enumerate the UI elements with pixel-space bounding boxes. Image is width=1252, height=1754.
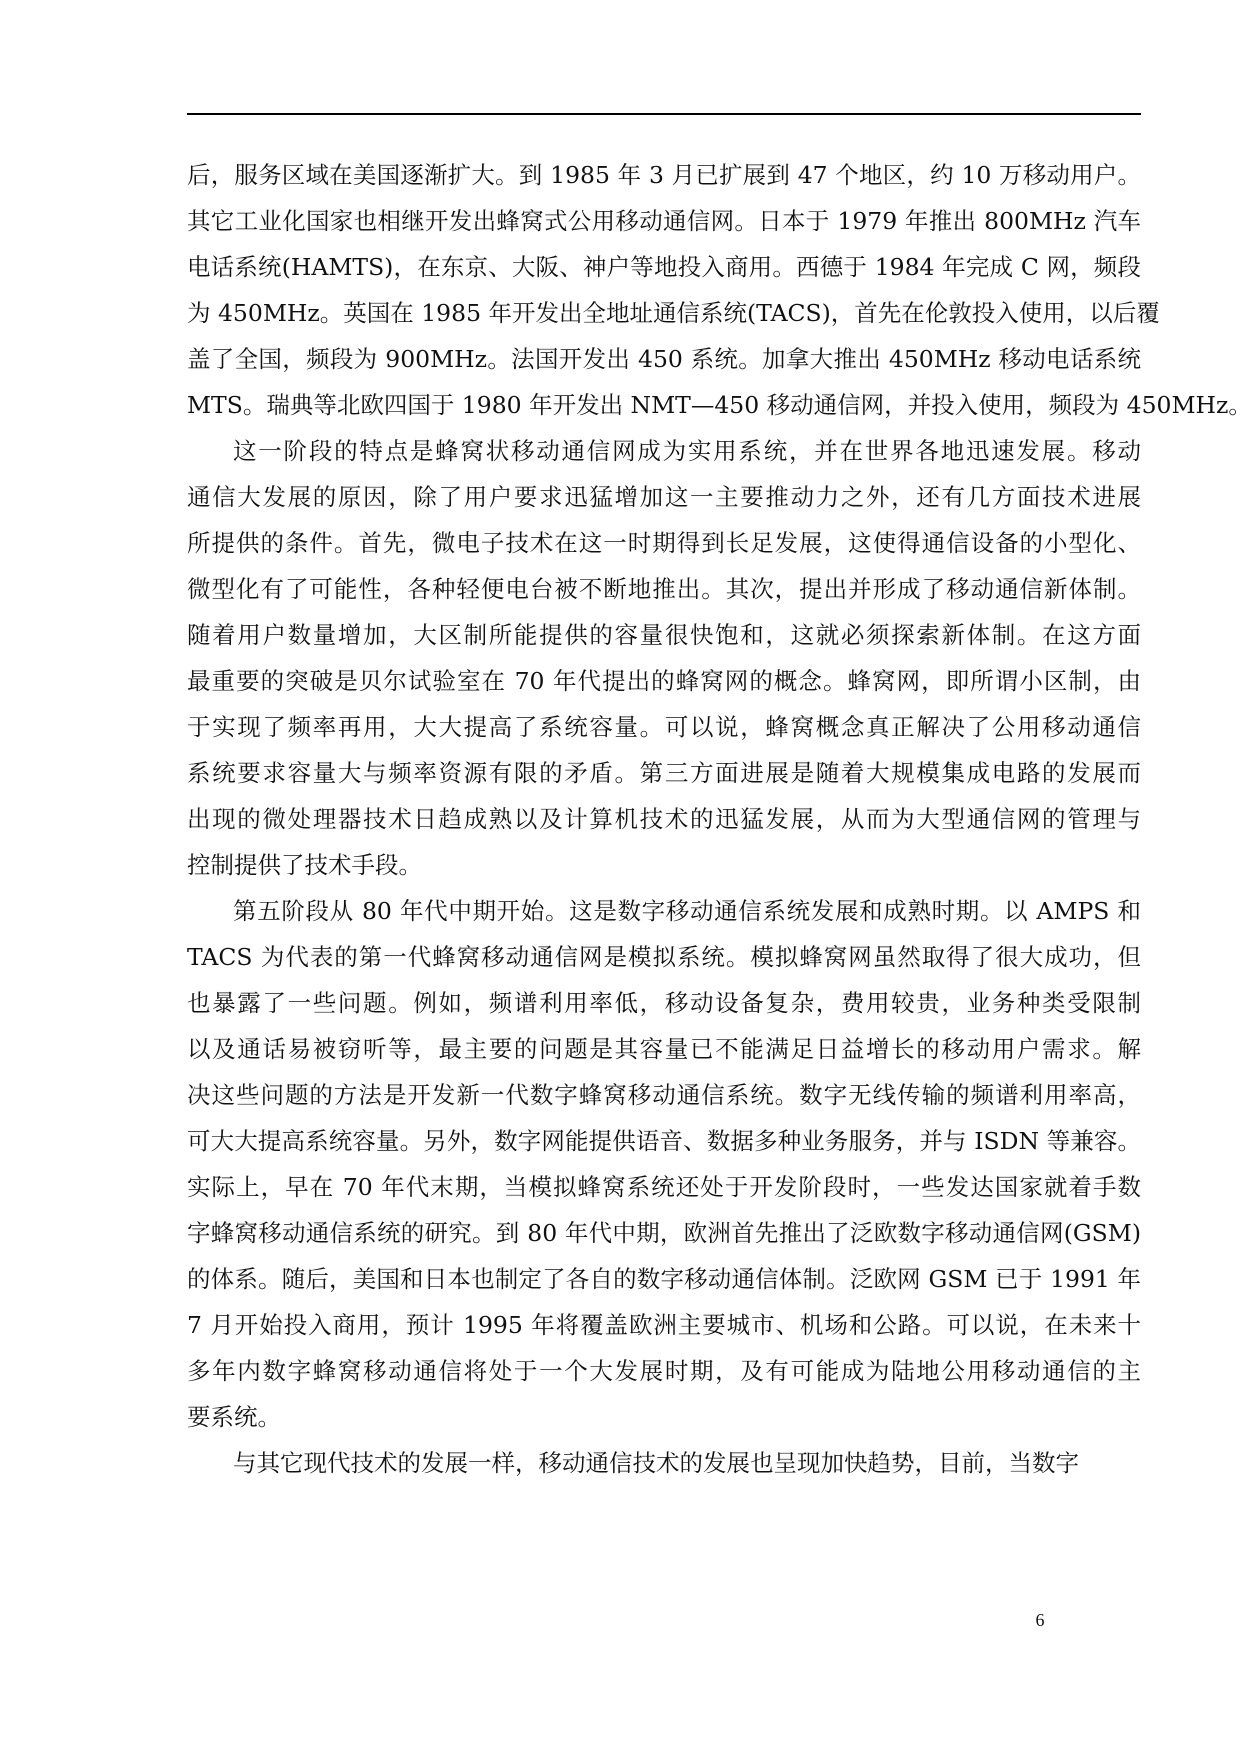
text-line: 决这些问题的方法是开发新一代数字蜂窝移动通信系统。数字无线传输的频谱利用率高，: [187, 1081, 1141, 1109]
text-line: 要系统。: [187, 1403, 281, 1431]
text-line: 实际上，早在 70 年代末期，当模拟蜂窝系统还处于开发阶段时，一些发达国家就着手数: [187, 1173, 1141, 1201]
text-line: 其它工业化国家也相继开发出蜂窝式公用移动通信网。日本于 1979 年推出 800MHz 汽车: [187, 207, 1141, 235]
text-line: 电话系统(HAMTS)，在东京、大阪、神户等地投入商用。西德于 1984 年完成 C 网，频段: [187, 253, 1141, 281]
header-rule: [187, 113, 1141, 115]
paragraph-first-line: 与其它现代技术的发展一样，移动通信技术的发展也呈现加快趋势，目前，当数字: [233, 1449, 1079, 1477]
paragraph-first-line: 第五阶段从 80 年代中期开始。这是数字移动通信系统发展和成熟时期。以 AMPS 和: [233, 897, 1141, 925]
text-line: 出现的微处理器技术日趋成熟以及计算机技术的迅猛发展，从而为大型通信网的管理与: [187, 805, 1141, 833]
text-line: TACS 为代表的第一代蜂窝移动通信网是模拟系统。模拟蜂窝网虽然取得了很大成功，但: [187, 943, 1141, 971]
text-line: 的体系。随后，美国和日本也制定了各自的数字移动通信体制。泛欧网 GSM 已于 1991 年: [187, 1265, 1141, 1293]
text-line: 所提供的条件。首先，微电子技术在这一时期得到长足发展，这使得通信设备的小型化、: [187, 529, 1141, 557]
text-line: 7 月开始投入商用，预计 1995 年将覆盖欧洲主要城市、机场和公路。可以说，在未来十: [187, 1311, 1141, 1339]
text-line: 盖了全国，频段为 900MHz。法国开发出 450 系统。加拿大推出 450MHz 移动电话系统: [187, 345, 1141, 373]
text-line: 最重要的突破是贝尔试验室在 70 年代提出的蜂窝网的概念。蜂窝网，即所谓小区制，由: [187, 667, 1141, 695]
paragraph-first-line: 这一阶段的特点是蜂窝状移动通信网成为实用系统，并在世界各地迅速发展。移动: [233, 437, 1141, 465]
text-line: 字蜂窝移动通信系统的研究。到 80 年代中期，欧洲首先推出了泛欧数字移动通信网(GSM): [187, 1219, 1141, 1247]
text-line: 以及通话易被窃听等，最主要的问题是其容量已不能满足日益增长的移动用户需求。解: [187, 1035, 1141, 1063]
text-line: 后，服务区域在美国逐渐扩大。到 1985 年 3 月已扩展到 47 个地区，约 10 万移动用户。: [187, 161, 1141, 189]
text-line: 于实现了频率再用，大大提高了系统容量。可以说，蜂窝概念真正解决了公用移动通信: [187, 713, 1141, 741]
text-line: 通信大发展的原因，除了用户要求迅猛增加这一主要推动力之外，还有几方面技术进展: [187, 483, 1141, 511]
text-line: 为 450MHz。英国在 1985 年开发出全地址通信系统(TACS)，首先在伦敦投入使用，以后覆: [187, 299, 1160, 327]
text-line: 多年内数字蜂窝移动通信将处于一个大发展时期，及有可能成为陆地公用移动通信的主: [187, 1357, 1141, 1385]
text-line: 微型化有了可能性，各种轻便电台被不断地推出。其次，提出并形成了移动通信新体制。: [187, 575, 1141, 603]
text-line: 系统要求容量大与频率资源有限的矛盾。第三方面进展是随着大规模集成电路的发展而: [187, 759, 1141, 787]
text-line: 也暴露了一些问题。例如，频谱利用率低，移动设备复杂，费用较贵，业务种类受限制: [187, 989, 1141, 1017]
text-line: MTS。瑞典等北欧四国于 1980 年开发出 NMT—450 移动通信网，并投入使用，频段为 450MHz。: [187, 391, 1252, 419]
text-line: 随着用户数量增加，大区制所能提供的容量很快饱和，这就必须探索新体制。在这方面: [187, 621, 1141, 649]
page-number: 6: [1035, 1610, 1045, 1630]
text-line: 可大大提高系统容量。另外，数字网能提供语音、数据多种业务服务，并与 ISDN 等兼容。: [187, 1127, 1141, 1155]
text-line: 控制提供了技术手段。: [187, 851, 422, 879]
